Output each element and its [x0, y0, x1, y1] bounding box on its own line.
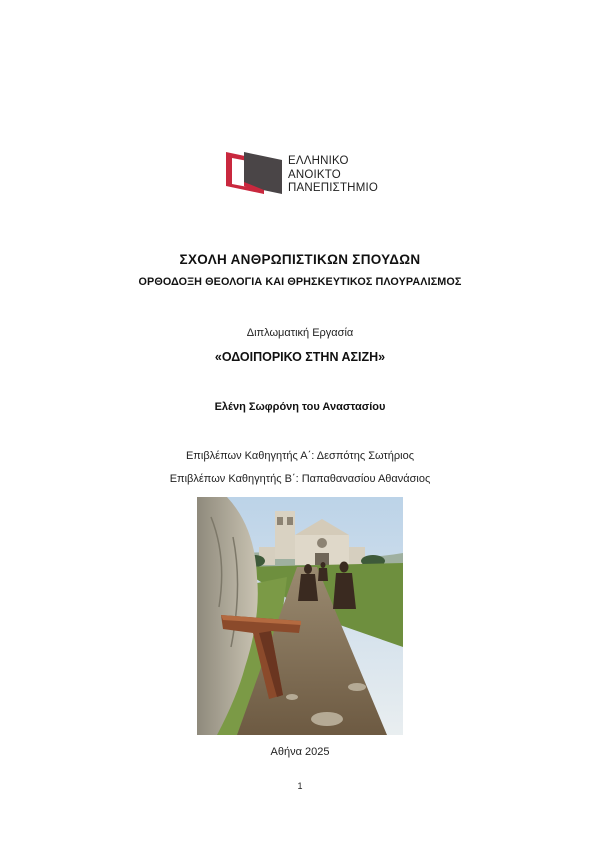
- city-year: Αθήνα 2025: [270, 746, 330, 758]
- logo-mark-icon: [224, 146, 286, 208]
- logo-wordmark: [288, 155, 378, 196]
- logo-line-3: ΠΑΝΕΠΙΣΤΗΜΙΟ: [288, 182, 379, 194]
- assisi-path-image: [197, 497, 403, 735]
- program-name: ΟΡΘΟΔΟΞΗ ΘΕΟΛΟΓΙΑ ΚΑΙ ΘΡΗΣΚΕΥΤΙΚΟΣ ΠΛΟΥΡΑΛΙΣΜΟΣ: [138, 276, 462, 288]
- logo-line-1: ΕΛΛΗΝΙΚΟ: [288, 155, 349, 167]
- supervisor-a: Επιβλέπων Καθηγητής Α΄: Δεσπότης Σωτήριος: [185, 450, 415, 462]
- author-name: Ελένη Σωφρόνη του Αναστασίου: [214, 401, 386, 413]
- page-number: 1: [297, 781, 303, 791]
- supervisor-b: Επιβλέπων Καθηγητής Β΄: Παπαθανασίου Αθανάσιος: [169, 473, 431, 485]
- cover-illustration: [197, 497, 403, 735]
- school-name: ΣΧΟΛΗ ΑΝΘΡΩΠΙΣΤΙΚΩΝ ΣΠΟΥΔΩΝ: [179, 252, 421, 267]
- university-logo: [224, 146, 394, 208]
- thesis-title: «ΟΔΟΙΠΟΡΙΚΟ ΣΤΗΝ ΑΣΙΖΗ»: [214, 350, 386, 364]
- thesis-type: Διπλωματική Εργασία: [246, 327, 354, 339]
- logo-line-2: ΑΝΟΙΚΤΟ: [288, 168, 341, 181]
